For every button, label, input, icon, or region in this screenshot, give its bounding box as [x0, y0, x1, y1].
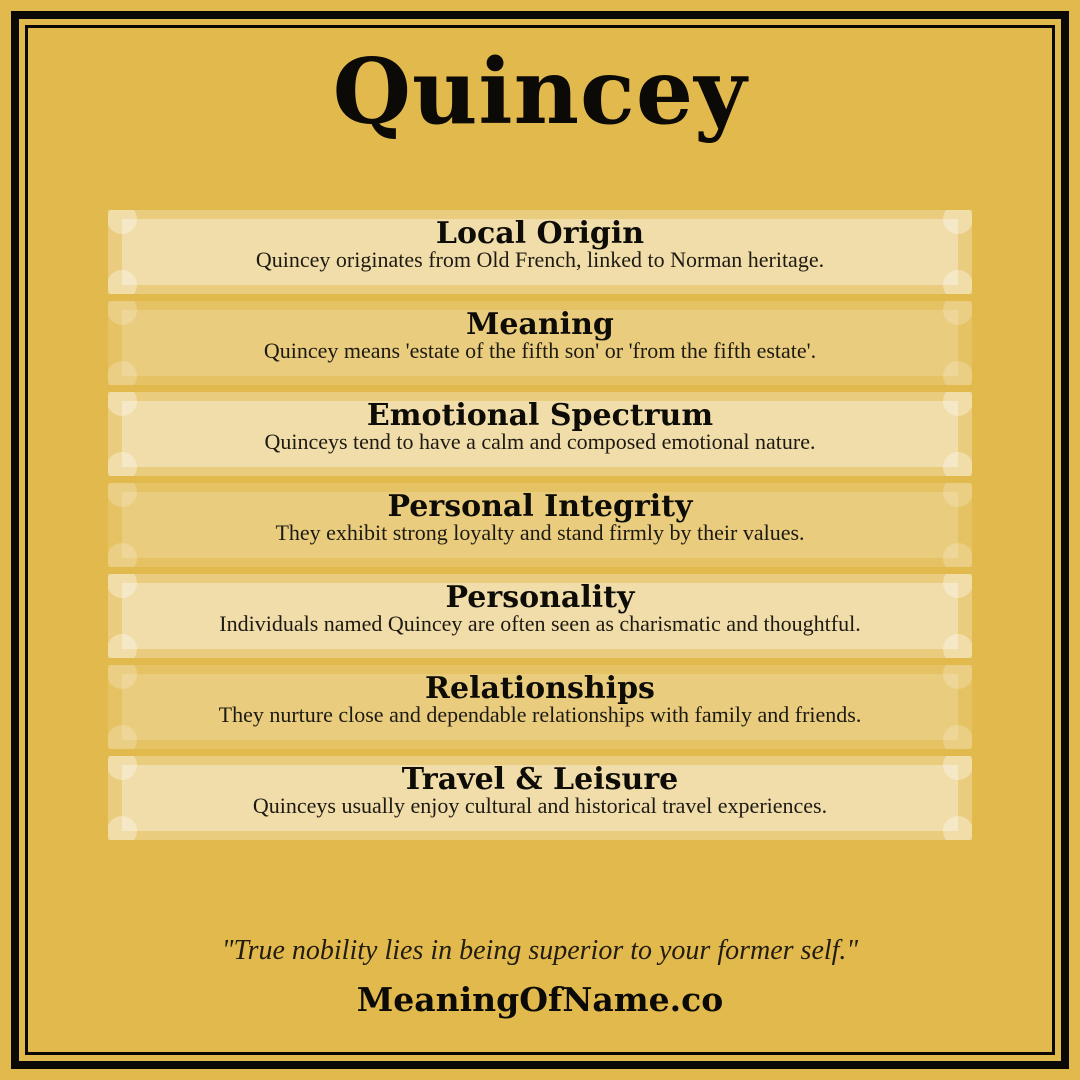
corner-dot	[943, 301, 972, 325]
section-card-inner	[122, 580, 958, 649]
section-description: They exhibit strong loyalty and stand firmly by their values.	[275, 520, 805, 545]
section-heading: Personality	[445, 580, 635, 615]
section-card-inner	[122, 307, 958, 376]
section-card-inner	[122, 671, 958, 740]
corner-dot	[108, 634, 137, 658]
corner-dot	[943, 756, 972, 780]
corner-dot	[943, 210, 972, 234]
footer	[0, 934, 1080, 1020]
corner-dot	[108, 452, 137, 476]
corner-dot	[108, 725, 137, 749]
section-description: Quincey means 'estate of the fifth son' or 'from the fifth estate'.	[263, 338, 817, 363]
section-card-inner	[122, 489, 958, 558]
section-description: Quinceys tend to have a calm and composed emotional nature.	[264, 429, 816, 454]
section-card-inner	[122, 762, 958, 831]
section-description: Individuals named Quincey are often seen as charismatic and thoughtful.	[219, 611, 861, 636]
quote-text: "True nobility lies in being superior to your former self."	[221, 935, 859, 966]
corner-dot	[943, 392, 972, 416]
section-heading: Emotional Spectrum	[366, 398, 714, 433]
corner-dot	[943, 665, 972, 689]
corner-dot	[943, 361, 972, 385]
corner-dot	[943, 452, 972, 476]
corner-dot	[108, 270, 137, 294]
section-description: They nurture close and dependable relationships with family and friends.	[218, 702, 862, 727]
corner-dot	[108, 816, 137, 840]
corner-dot	[108, 543, 137, 567]
section-heading: Personal Integrity	[387, 489, 693, 524]
section-description: Quinceys usually enjoy cultural and historical travel experiences.	[252, 793, 828, 818]
section-card-inner	[122, 216, 958, 285]
section-heading: Relationships	[425, 671, 655, 706]
sections-list	[108, 210, 972, 840]
corner-dot	[943, 270, 972, 294]
brand-name: MeaningOfName.co	[356, 980, 724, 1019]
section-card-personality	[108, 574, 972, 658]
section-heading: Local Origin	[435, 216, 645, 251]
section-card-emotional-spectrum	[108, 392, 972, 476]
corner-dot	[943, 574, 972, 598]
section-card-inner	[122, 398, 958, 467]
section-card-relationships	[108, 665, 972, 749]
section-heading: Meaning	[466, 307, 614, 342]
page-title: Quincey	[332, 39, 748, 145]
section-card-meaning	[108, 301, 972, 385]
corner-dot	[943, 483, 972, 507]
section-card-local-origin	[108, 210, 972, 294]
corner-dot	[108, 361, 137, 385]
section-card-travel-leisure	[108, 756, 972, 840]
corner-dot	[943, 816, 972, 840]
section-description: Quincey originates from Old French, linked to Norman heritage.	[255, 247, 825, 272]
corner-dot	[943, 725, 972, 749]
section-card-personal-integrity	[108, 483, 972, 567]
section-heading: Travel & Leisure	[401, 762, 679, 797]
corner-dot	[943, 543, 972, 567]
corner-dot	[943, 634, 972, 658]
